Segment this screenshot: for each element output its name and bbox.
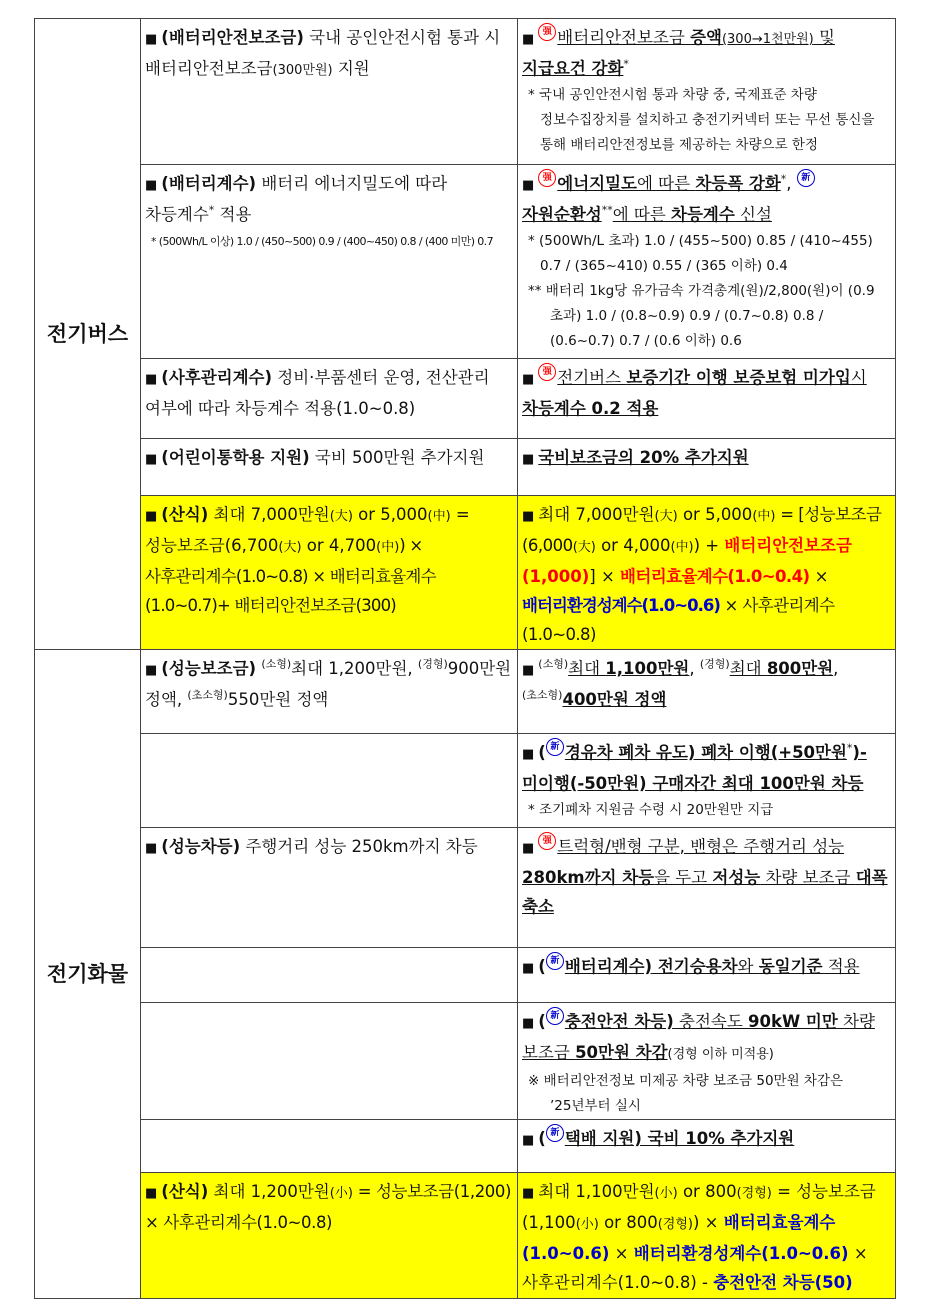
bullet-icon: ■ <box>522 747 535 762</box>
cargo-row-parcel-support <box>35 1120 896 1173</box>
new-badge-icon: 新 <box>546 1124 564 1142</box>
footnote: ** 배터리 1kg당 유가금속 가격총계(원)/2,800(원)이 (0.9 초과) 1.0 / (0.8~0.9) 0.9 / (0.7~0.8) 0.8 / (0.6~0.7) 0.7 / (0.6 이하) 0.6 <box>528 283 875 349</box>
bullet-icon: ■ <box>522 178 535 193</box>
category-bus: 전기버스 <box>35 19 141 650</box>
cargo-row-charging-safety <box>35 1003 896 1120</box>
cargo-old-performance-subsidy: ■ (성능보조금) $^{(소형)}$최대 1,200만원, $^{(경형)}$900만원 정액, $^{(초소형)}$550만원 정액 <box>141 650 518 734</box>
category-cargo: 전기화물 <box>35 650 141 1299</box>
bus-new-battery-safety: ■ 强 배터리안전보조금 증액(300→1천만원) 및 지급요건 강화* * 국내 공인안전시험 통과 차량 중, 국제표준 차량 정보수집장치를 설치하고 충전기커넥터 또는 무선 통신을 통해 배터리안전정보를 제공하는 차량으로 한정 <box>518 19 896 165</box>
bullet-icon: ■ <box>145 1186 158 1201</box>
footnote: * 국내 공인안전시험 통과 차량 중, 국제표준 차량 정보수집장치를 설치하고 충전기커넥터 또는 무선 통신을 통해 배터리안전정보를 제공하는 차량으로 한정 <box>528 87 875 153</box>
subsidy-comparison-table <box>34 18 896 1299</box>
bus-row-aftercare <box>35 359 896 439</box>
footnote: * (500Wh/L 이상) 1.0 / (450~500) 0.9 / (400~450) 0.8 / (400 미만) 0.7 <box>151 235 493 248</box>
cargo-old-formula: ■ (산식) 최대 1,200만원(小) = 성능보조금(1,200) × 사후관리계수(1.0~0.8) <box>141 1173 518 1299</box>
cargo-new-charging-safety: ■ ( 新 충전안전 차등) 충전속도 90kW 미만 차량 보조금 50만원 차감(경형 이하 미적용) ※ 배터리안전정보 미제공 차량 보조금 50만원 차감은 ’25년부터 실시 <box>518 1003 896 1120</box>
bullet-icon: ■ <box>522 961 535 976</box>
cargo-new-formula: ■ 최대 1,100만원(小) or 800(경형) = 성능보조금(1,100(小) or 800(경형)) × 배터리효율계수(1.0~0.6) × 배터리환경성계수(1.0~0.6) × 사후관리계수(1.0~0.8) - 충전안전 차등(50) <box>518 1173 896 1299</box>
bus-new-formula: ■ 최대 7,000만원(大) or 5,000(中) = [성능보조금(6,000(大) or 4,000(中)) + 배터리안전보조금(1,000)] × 배터리효율계수(1.0~0.4) × 배터리환경성계수(1.0~0.6) × 사후관리계수(1.0~0.8) <box>518 496 896 650</box>
cargo-row-battery-coefficient <box>35 948 896 1003</box>
bullet-icon: ■ <box>522 1133 535 1148</box>
strengthen-badge-icon: 强 <box>538 169 556 187</box>
bullet-icon: ■ <box>522 32 535 47</box>
bus-row-battery-coefficient <box>35 165 896 359</box>
new-badge-icon: 新 <box>797 169 815 187</box>
cargo-new-diesel-scrappage: ■ ( 新 경유차 폐차 유도) 폐차 이행(+50만원*)-미이행(-50만원) 구매자간 최대 100만원 차등 * 조기폐차 지원금 수령 시 20만원만 지급 <box>518 734 896 828</box>
bus-new-school-bus: ■ 국비보조금의 20% 추가지원 <box>518 439 896 496</box>
bullet-icon: ■ <box>145 32 158 47</box>
bullet-icon: ■ <box>145 663 158 678</box>
strengthen-badge-icon: 强 <box>538 23 556 41</box>
cargo-new-parcel-support: ■ ( 新 택배 지원) 국비 10% 추가지원 <box>518 1120 896 1173</box>
cargo-row-performance-diff <box>35 828 896 948</box>
cargo-new-performance-diff: ■ 强 트럭형/밴형 구분, 밴형은 주행거리 성능 280km까지 차등을 두고 저성능 차량 보조금 대폭 축소 <box>518 828 896 948</box>
bus-old-aftercare: ■ (사후관리계수) 정비·부품센터 운영, 전산관리 여부에 따라 차등계수 적용(1.0~0.8) <box>141 359 518 439</box>
new-badge-icon: 新 <box>546 738 564 756</box>
bullet-icon: ■ <box>145 372 158 387</box>
strengthen-badge-icon: 强 <box>538 832 556 850</box>
cargo-row-formula <box>35 1173 896 1299</box>
bullet-icon: ■ <box>522 509 535 524</box>
bullet-icon: ■ <box>522 1186 535 1201</box>
bus-new-battery-coefficient: ■ 强 에너지밀도에 따른 차등폭 강화*, 新자원순환성**에 따른 차등계수 신설 * (500Wh/L 초과) 1.0 / (455~500) 0.85 / (410~455) 0.7 / (365~410) 0.55 / (365 이하) 0.4 ** 배터리 1kg당 유가금속 가격총계(원)/2,800(원)이 (0.9 초과) 1.0 / (0.8~0.9) 0.9 / (0.7~0.8) 0.8 / (0.6~0.7) 0.7 / (0.6 이하) 0.6 <box>518 165 896 359</box>
strengthen-badge-icon: 强 <box>538 363 556 381</box>
bus-old-formula: ■ (산식) 최대 7,000만원(大) or 5,000(中) = 성능보조금(6,700(大) or 4,700(中)) × 사후관리계수(1.0~0.8) × 배터리효율계수(1.0~0.7)+ 배터리안전보조금(300) <box>141 496 518 650</box>
cargo-row-performance-subsidy <box>35 650 896 734</box>
bus-old-battery-coefficient: ■ (배터리계수) 배터리 에너지밀도에 따라 차등계수* 적용 * (500Wh/L 이상) 1.0 / (450~500) 0.9 / (400~450) 0.8 / (400 미만) 0.7 <box>141 165 518 359</box>
bullet-icon: ■ <box>522 1016 535 1031</box>
bus-old-school-bus: ■ (어린이통학용 지원) 국비 500만원 추가지원 <box>141 439 518 496</box>
cargo-old-performance-diff: ■ (성능차등) 주행거리 성능 250km까지 차등 <box>141 828 518 948</box>
cargo-new-battery-coefficient: ■ ( 新 배터리계수) 전기승용차와 동일기준 적용 <box>518 948 896 1003</box>
cargo-old-diesel-scrappage <box>141 734 518 828</box>
cargo-old-battery-coefficient <box>141 948 518 1003</box>
cargo-row-diesel-scrappage <box>35 734 896 828</box>
bus-old-battery-safety: ■ (배터리안전보조금) 국내 공인안전시험 통과 시 배터리안전보조금(300만원) 지원 <box>141 19 518 165</box>
footnote: * (500Wh/L 초과) 1.0 / (455~500) 0.85 / (410~455) 0.7 / (365~410) 0.55 / (365 이하) 0.4 <box>528 233 873 274</box>
bullet-icon: ■ <box>522 372 535 387</box>
bus-row-formula <box>35 496 896 650</box>
cargo-old-parcel-support <box>141 1120 518 1173</box>
footnote: ※ 배터리안전정보 미제공 차량 보조금 50만원 차감은 ’25년부터 실시 <box>528 1073 844 1114</box>
bullet-icon: ■ <box>145 841 158 856</box>
bullet-icon: ■ <box>522 452 535 467</box>
footnote: * 조기폐차 지원금 수령 시 20만원만 지급 <box>528 802 774 818</box>
bus-new-aftercare: ■ 强 전기버스 보증기간 이행 보증보험 미가입시 차등계수 0.2 적용 <box>518 359 896 439</box>
cargo-old-charging-safety <box>141 1003 518 1120</box>
bullet-icon: ■ <box>145 452 158 467</box>
new-badge-icon: 新 <box>546 952 564 970</box>
new-badge-icon: 新 <box>546 1007 564 1025</box>
bullet-icon: ■ <box>522 663 535 678</box>
bullet-icon: ■ <box>145 178 158 193</box>
bus-row-battery-safety <box>35 19 896 165</box>
cargo-new-performance-subsidy: ■ $^{(소형)}$최대 1,100만원, $^{(경형)}$최대 800만원, $^{(초소형)}$400만원 정액 <box>518 650 896 734</box>
bullet-icon: ■ <box>522 841 535 856</box>
bus-row-school-bus <box>35 439 896 496</box>
bullet-icon: ■ <box>145 509 158 524</box>
